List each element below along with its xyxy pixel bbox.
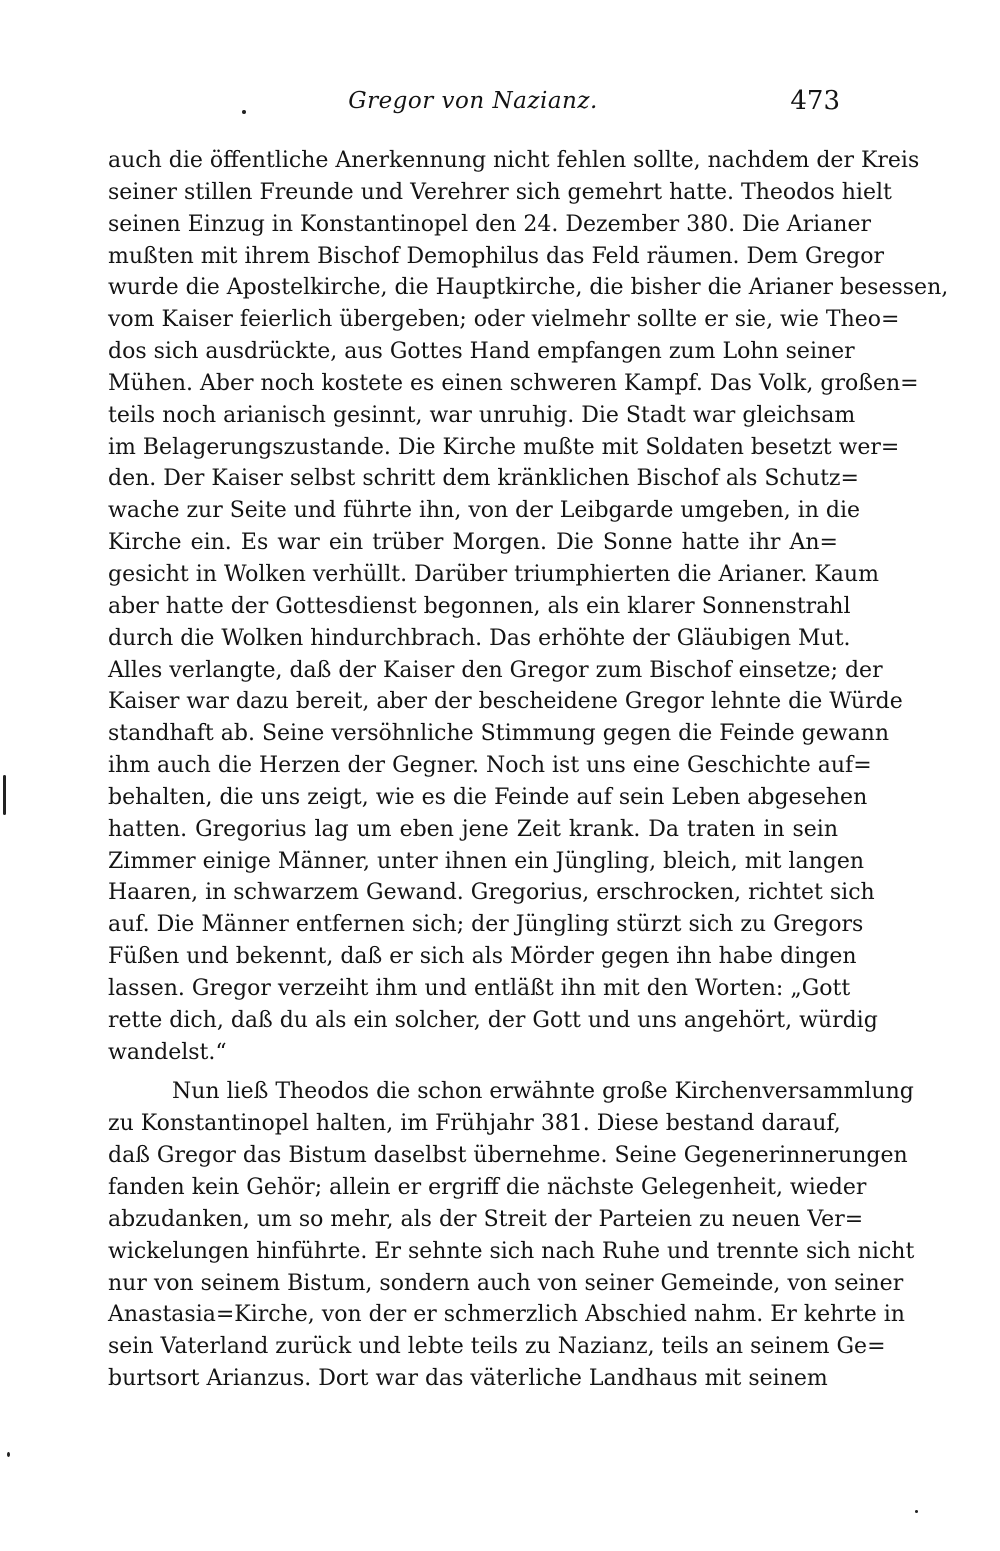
text-line: aber hatte der Gottesdienst begonnen, als ein klarer Sonnenstrahl <box>108 593 851 619</box>
text-line: Füßen und bekennt, daß er sich als Mörder gegen ihn habe dingen <box>108 944 857 970</box>
text-line: behalten, die uns zeigt, wie es die Feinde auf sein Leben abgesehen <box>108 784 868 810</box>
text-line: sein Vaterland zurück und lebte teils zu Nazianz, teils an seinem Ge= <box>108 1334 886 1360</box>
text-line: im Belagerungszustande. Die Kirche mußte mit Soldaten besetzt wer= <box>108 434 900 460</box>
text-line: gesicht in Wolken verhüllt. Darüber triumphierten die Arianer. Kaum <box>108 561 879 587</box>
ink-speck <box>242 110 246 114</box>
text-line: rette dich, daß du als ein solcher, der Gott und uns angehört, würdig <box>108 1007 878 1033</box>
text-line: fanden kein Gehör; allein er ergriff die nächste Gelegenheit, wieder <box>108 1175 867 1200</box>
running-title: Gregor von Nazianz. <box>348 88 598 114</box>
text-line: mußten mit ihrem Bischof Demophilus das Feld räumen. Dem Gregor <box>108 243 884 269</box>
text-line: Alles verlangte, daß der Kaiser den Gregor zum Bischof einsetze; der <box>108 657 883 683</box>
text-line: zu Konstantinopel halten, im Frühjahr 381. Diese bestand darauf, <box>108 1111 841 1137</box>
text-line: vom Kaiser feierlich übergeben; oder vielmehr sollte er sie, wie Theo= <box>108 307 900 333</box>
text-line: wache zur Seite und führte ihn, von der Leibgarde umgeben, in die <box>108 498 861 524</box>
text-line: seiner stillen Freunde und Verehrer sich gemehrt hatte. Theodos hielt <box>108 179 892 205</box>
text-line: Kirche ein. Es war ein trüber Morgen. Die Sonne hatte ihr An= <box>108 530 838 556</box>
text-line: teils noch arianisch gesinnt, war unruhig. Die Stadt war gleichsam <box>108 402 856 428</box>
text-line: wandelst.“ <box>108 1039 227 1065</box>
page-number: 473 <box>790 86 840 116</box>
text-line: wickelungen hinführte. Er sehnte sich nach Ruhe und trennte sich nicht <box>108 1238 915 1264</box>
text-line: ihm auch die Herzen der Gegner. Noch ist uns eine Geschichte auf= <box>108 753 872 779</box>
text-line: wurde die Apostelkirche, die Hauptkirche, die bisher die Arianer besessen, <box>108 275 949 301</box>
text-line: hatten. Gregorius lag um eben jene Zeit krank. Da traten in sein <box>108 816 838 842</box>
text-line: seinen Einzug in Konstantinopel den 24. Dezember 380. Die Arianer <box>108 211 872 237</box>
margin-ink-mark <box>3 775 6 815</box>
text-line: Mühen. Aber noch kostete es einen schweren Kampf. Das Volk, großen= <box>108 370 919 396</box>
text-line: nur von seinem Bistum, sondern auch von seiner Gemeinde, von seiner <box>108 1270 904 1296</box>
ink-speck <box>915 1510 918 1513</box>
ink-speck <box>7 1452 10 1457</box>
text-line: burtsort Arianzus. Dort war das väterliche Landhaus mit seinem <box>108 1366 828 1392</box>
text-line: durch die Wolken hindurchbrach. Das erhöhte der Gläubigen Mut. <box>108 625 851 651</box>
text-line: Nun ließ Theodos die schon erwähnte große Kirchenversammlung <box>172 1079 914 1105</box>
text-line: abzudanken, um so mehr, als der Streit der Parteien zu neuen Ver= <box>108 1206 864 1232</box>
text-line: dos sich ausdrückte, aus Gottes Hand empfangen zum Lohn seiner <box>108 339 855 365</box>
body-text <box>108 145 949 1395</box>
text-line: auch die öffentliche Anerkennung nicht fehlen sollte, nachdem der Kreis <box>108 148 920 173</box>
text-line: Haaren, in schwarzem Gewand. Gregorius, erschrocken, richtet sich <box>108 880 875 906</box>
text-line: auf. Die Männer entfernen sich; der Jüngling stürzt sich zu Gregors <box>108 912 864 938</box>
paragraph <box>108 1076 915 1394</box>
text-line: den. Der Kaiser selbst schritt dem kränklichen Bischof als Schutz= <box>108 466 859 492</box>
text-line: Zimmer einige Männer, unter ihnen ein Jüngling, bleich, mit langen <box>108 848 865 874</box>
text-line: lassen. Gregor verzeiht ihm und entläßt ihn mit den Worten: „Gott <box>108 975 851 1001</box>
text-line: Anastasia=Kirche, von der er schmerzlich Abschied nahm. Er kehrte in <box>108 1302 905 1328</box>
text-line: Kaiser war dazu bereit, aber der bescheidene Gregor lehnte die Würde <box>108 689 903 715</box>
text-line: daß Gregor das Bistum daselbst übernehme. Seine Gegenerinnerungen <box>108 1143 908 1169</box>
text-line: standhaft ab. Seine versöhnliche Stimmung gegen die Feinde gewann <box>108 721 890 747</box>
paragraph <box>108 145 949 1068</box>
page-header <box>108 88 838 128</box>
